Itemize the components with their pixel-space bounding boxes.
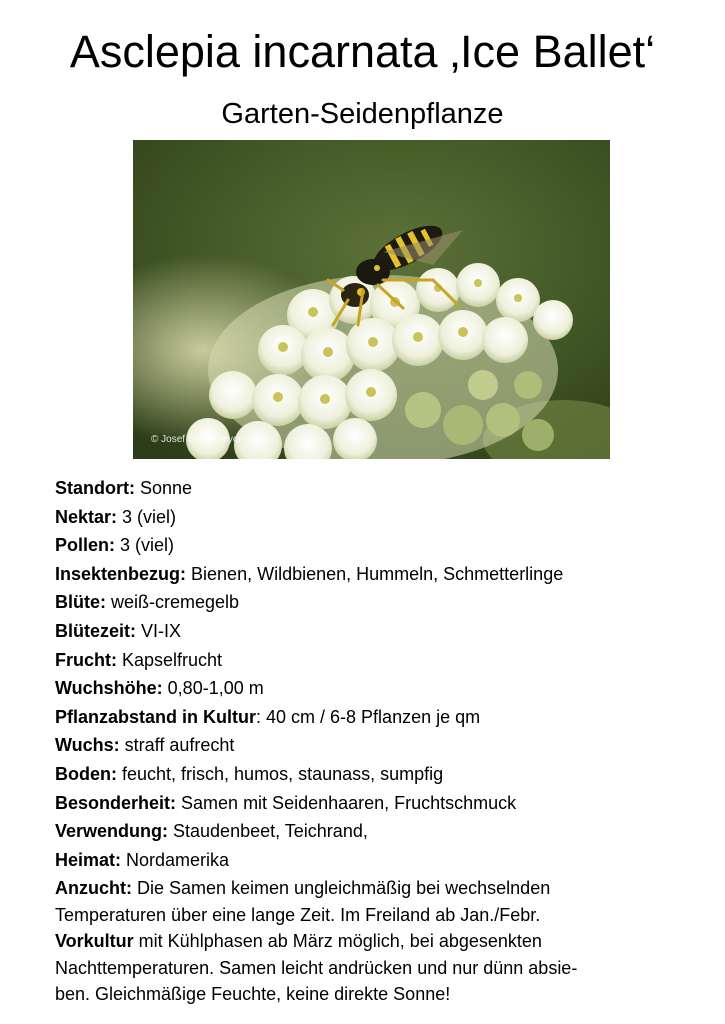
plant-facts (55, 474, 715, 874)
fact-value: Samen mit Seidenhaaren, Fruchtschmuck (176, 792, 517, 813)
fact-value: feucht, frisch, humos, staunass, sumpfig (117, 763, 444, 784)
fact-label: Wuchshöhe: (55, 678, 163, 699)
fact-label: Blüte: (55, 592, 106, 613)
fact-row (55, 817, 715, 846)
fact-label: Pollen: (55, 535, 116, 556)
anzucht-label: Anzucht: (55, 878, 132, 898)
fact-row (55, 731, 715, 760)
fact-value: : 40 cm / 6-8 Pflanzen je qm (256, 706, 481, 727)
anzucht-text: ben. Gleichmäßige Feuchte, keine direkte Sonne! (55, 984, 451, 1005)
anzucht-text: mit Kühlphasen ab März möglich, bei abgesenkten (133, 931, 542, 952)
fact-value: 0,80-1,00 m (162, 678, 264, 699)
fact-row (55, 789, 715, 818)
fact-value: VI-IX (136, 620, 182, 641)
fact-label: Blütezeit: (55, 620, 136, 641)
fact-label: Pflanzabstand in Kultur (55, 706, 257, 727)
fact-label: Besonderheit: (55, 792, 177, 813)
anzucht-text: Die Samen keimen ungleichmäßig bei wechselnden (131, 878, 551, 898)
fact-row (55, 646, 715, 675)
fact-label: Nektar: (55, 506, 118, 527)
fact-row (55, 588, 715, 617)
fact-label: Standort: (55, 478, 135, 498)
fact-row (55, 703, 715, 732)
fact-value: 3 (viel) (117, 506, 177, 527)
anzucht-text: Nachttemperaturen. Samen leicht andrücken und nur dünn absie- (55, 957, 578, 978)
fact-value: weiß-cremegelb (106, 592, 240, 613)
fact-label: Wuchs: (55, 735, 120, 756)
plant-photo (133, 140, 610, 459)
fact-label: Insektenbezug: (55, 563, 187, 584)
fact-value: Staudenbeet, Teichrand, (168, 821, 368, 842)
fact-row (55, 760, 715, 789)
fact-value: Bienen, Wildbienen, Hummeln, Schmetterlinge (186, 563, 564, 584)
fact-value: straff aufrecht (119, 735, 235, 756)
fact-value: Kapselfrucht (117, 649, 223, 670)
page-title: Asclepia incarnata ‚Ice Ballet‘ (69, 26, 656, 77)
fact-row (55, 560, 715, 589)
anzucht-paragraph (55, 875, 705, 1008)
fact-label: Frucht: (55, 649, 117, 670)
photo-credit: © Josef Berkemeyer (151, 434, 242, 445)
fact-row (55, 531, 715, 560)
anzucht-text: Temperaturen über eine lange Zeit. Im Freiland ab Jan./Febr. (55, 904, 541, 925)
fact-label: Heimat: (55, 849, 122, 870)
fact-row (55, 503, 715, 532)
page-subtitle: Garten-Seidenpflanze (221, 98, 504, 130)
fact-label: Boden: (55, 763, 117, 784)
fact-value: Nordamerika (121, 849, 230, 870)
fact-value: Sonne (135, 478, 193, 498)
fact-row (55, 846, 715, 875)
fact-row (55, 674, 715, 703)
fact-label: Verwendung: (55, 821, 169, 842)
fact-row (55, 617, 715, 646)
vorkultur-label: Vorkultur (55, 931, 134, 952)
fact-value: 3 (viel) (115, 535, 175, 556)
fact-row (55, 474, 715, 503)
